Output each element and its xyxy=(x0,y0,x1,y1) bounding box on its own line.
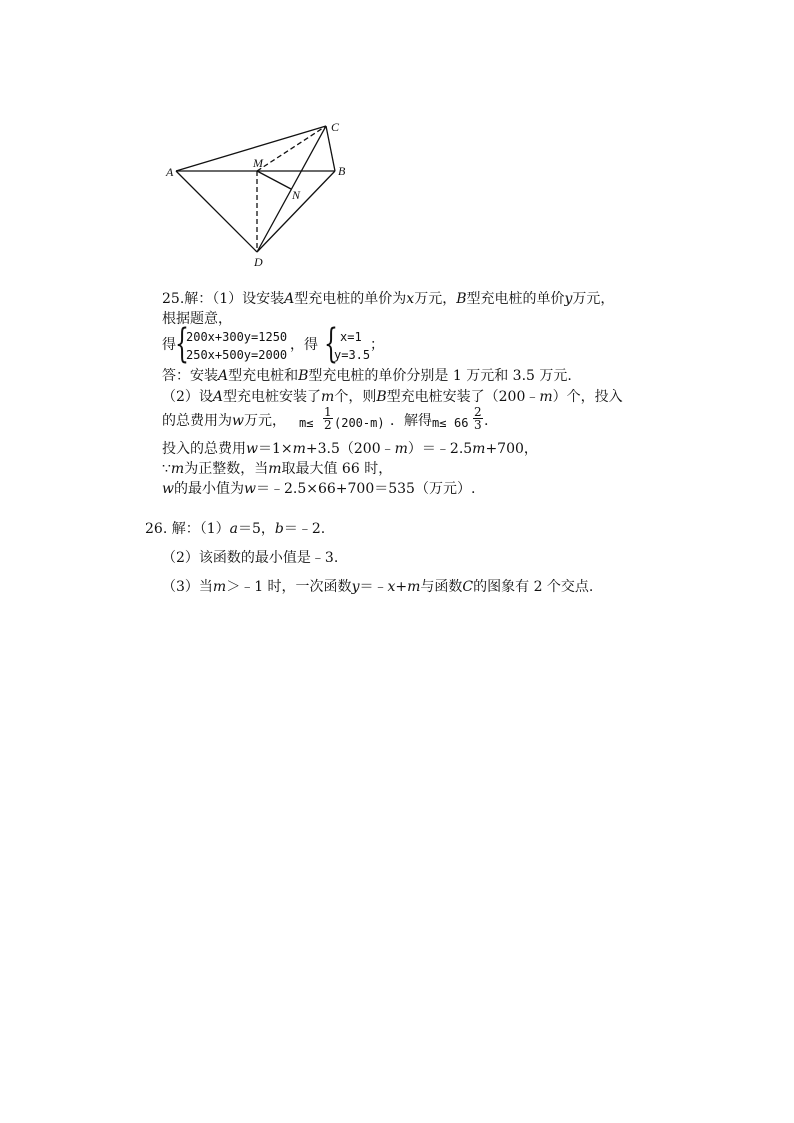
fraction-denominator: 2 xyxy=(324,418,332,432)
solution-m: m≤ xyxy=(432,416,447,430)
segment-mn xyxy=(257,171,291,189)
var-b: B xyxy=(298,368,309,384)
label-a: A xyxy=(166,165,174,179)
fraction-numerator: 1 xyxy=(324,405,332,419)
text: 型充电桩和 xyxy=(228,368,299,384)
text: ＝1× xyxy=(257,441,293,457)
q25-part2-line4 xyxy=(162,460,392,478)
text: 型充电桩的单价为 xyxy=(294,291,407,307)
q26-line1 xyxy=(145,520,325,538)
var-x: x xyxy=(387,579,396,595)
brace-left: { xyxy=(175,321,189,367)
var-w: w xyxy=(232,413,244,429)
var-m: m xyxy=(539,389,553,405)
var-a: A xyxy=(212,389,224,405)
q25-part2-line3 xyxy=(162,440,538,458)
text: 答：安装 xyxy=(162,368,218,384)
text-semicolon: ； xyxy=(370,337,384,353)
text-because: ∵ xyxy=(162,461,171,477)
q26-line2: （2）该函数的最小值是﹣3. xyxy=(162,550,339,566)
text: + xyxy=(395,579,408,595)
var-m: m xyxy=(407,579,421,595)
q26-line3 xyxy=(162,578,593,596)
text: ＝﹣2. xyxy=(283,521,326,537)
segment-db xyxy=(257,171,335,252)
system2-eq2: y=3.5 xyxy=(334,348,371,362)
text: ＝﹣2.5×66+700＝535（万元）. xyxy=(255,481,476,497)
segment-ad xyxy=(176,171,257,252)
text: 与函数 xyxy=(420,579,463,595)
text: 26. 解：（1） xyxy=(145,521,230,537)
var-a: a xyxy=(229,521,238,537)
var-m: m xyxy=(170,461,185,477)
text: ＝5， xyxy=(237,521,275,537)
text: 型充电桩的单价分别是 1 万元和 3.5 万元. xyxy=(308,368,572,384)
var-b: B xyxy=(456,291,467,307)
inequality-rest: (200-m) xyxy=(334,416,385,430)
var-w: w xyxy=(243,481,256,497)
var-b: b xyxy=(274,521,284,537)
text: 万元， xyxy=(572,291,615,307)
label-c: C xyxy=(331,120,340,134)
fraction-half xyxy=(323,406,333,431)
brace-left-2: { xyxy=(324,321,338,367)
segment-ac xyxy=(176,126,326,171)
system2-eq1: x=1 xyxy=(340,330,362,344)
text: 型充电桩的单价 xyxy=(466,291,565,307)
var-w: w xyxy=(162,481,174,497)
text-solve: ．解得 xyxy=(390,413,432,429)
text: +700， xyxy=(485,441,538,457)
text: 型充电桩安装了 xyxy=(223,389,322,405)
segment-mc-dashed xyxy=(257,126,326,171)
system1-eq2: 250x+500y=2000 xyxy=(186,348,288,362)
text: +3.5（200﹣ xyxy=(305,441,395,457)
text: 取最大值 66 时， xyxy=(281,461,393,477)
var-w: w xyxy=(246,441,258,457)
text: ）个，投入 xyxy=(552,389,623,405)
text-de: 得 xyxy=(162,337,176,353)
text: ＞﹣1 时，一次函数 xyxy=(226,579,352,595)
text: 25.解：（1）设安装 xyxy=(162,291,285,307)
q25-line1 xyxy=(162,290,614,308)
label-b: B xyxy=(338,164,346,178)
var-y: y xyxy=(564,291,573,307)
text: （3）当 xyxy=(162,579,213,595)
q25-answer xyxy=(162,367,572,385)
fraction-two-thirds xyxy=(473,406,483,431)
fraction-numerator: 2 xyxy=(474,405,482,419)
var-x: x xyxy=(406,291,415,307)
text: （2）设 xyxy=(162,389,213,405)
var-y: y xyxy=(351,579,360,595)
var-m: m xyxy=(268,461,282,477)
fraction-denominator: 3 xyxy=(474,418,482,432)
q25-part2-line5 xyxy=(162,480,475,498)
label-m: M xyxy=(253,156,263,170)
text: 型充电桩安装了（200﹣ xyxy=(386,389,540,405)
text: 的最小值为 xyxy=(173,481,244,497)
text: 万元， xyxy=(243,413,286,429)
var-a: A xyxy=(284,291,295,307)
label-n: N xyxy=(292,188,301,202)
q25-part2-line1 xyxy=(162,388,623,406)
var-a: A xyxy=(218,368,229,384)
var-c: C xyxy=(462,579,474,595)
var-m: m xyxy=(212,579,227,595)
text: 的图象有 2 个交点. xyxy=(473,579,594,595)
text: 投入的总费用 xyxy=(162,441,246,457)
var-b: B xyxy=(376,389,387,405)
solution-integer: 66 xyxy=(454,416,469,430)
geometry-figure xyxy=(160,115,360,275)
var-m: m xyxy=(292,441,306,457)
text: 的总费用为 xyxy=(162,413,232,429)
system1-eq1: 200x+300y=1250 xyxy=(186,330,288,344)
label-d: D xyxy=(254,255,263,269)
q25-line2: 根据题意， xyxy=(162,311,232,327)
text-de2: ，得 xyxy=(290,337,318,353)
text: 万元， xyxy=(414,291,457,307)
text: ）＝﹣2.5 xyxy=(407,441,473,457)
text: ＝﹣ xyxy=(359,579,388,595)
var-m: m xyxy=(321,389,335,405)
var-m: m xyxy=(472,441,486,457)
var-m: m xyxy=(394,441,408,457)
text: 个，则 xyxy=(334,389,377,405)
text: 为正整数，当 xyxy=(184,461,269,477)
inequality-m: m≤ xyxy=(299,416,314,430)
text-period: . xyxy=(484,413,489,429)
